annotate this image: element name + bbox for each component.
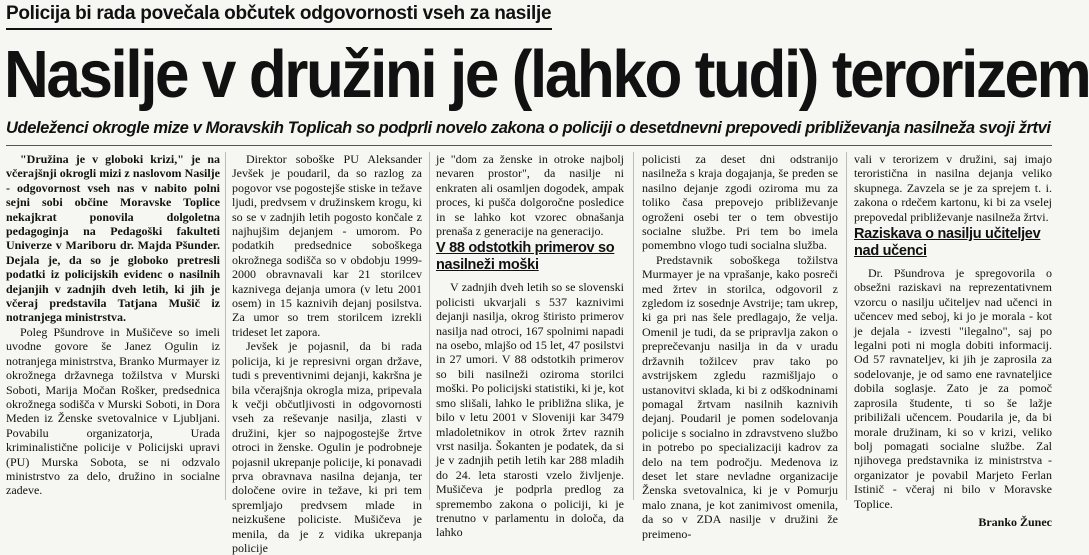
paragraph: Poleg Pšundrove in Mušičeve so imeli uvodne govore še Janez Ogulin iz notranjega ministrstva, Branko Murmayer iz okrožnega državnega tožilstva v Murski Soboti, Marija Močan Rošker, predsednica okrožnega sodišča v Murski Soboti, in Dora Meden iz Ženske svetovalnice v Ljubljani. Povabilu organizatorja, Urada kriminalistične policije v Policijski upravi (PU) Murska Sobota, se ni odzvalo ministrstvo za delo, družino in socialne zadeve. bbox=[6, 324, 220, 498]
paragraph: V zadnjih dveh letih so se slovenski policisti ukvarjali s 537 kaznivimi dejanji nasilja, okrog štiristo primerov nasilja nad otroci, 167 spolnimi napadi na osebo, mlajšo od 15 let, 47 posilstvi in 27 umori. V 88 odstotkih primerov so bili nasilneži oziroma storilci moški. Po policijski statistiki, ki je, kot smo slišali, lahko le približna slika, je bilo v letu 2001 v Sloveniji kar 3479 mladoletnikov in otrok žrtev raznih vrst nasilja. Šokanten je podatek, da si je v zadnjih petih letih kar 288 mladih do 24. leta starosti vzelo življenje. Mušičeva je podprla predlog za spremembo zakona o policiji, ki je trenutno v parlamentu in določa, da lahko bbox=[436, 280, 624, 540]
article-kicker: Policija bi rada povečala občutek odgovornosti vseh za nasilje bbox=[6, 3, 552, 24]
article-column-1 bbox=[6, 152, 220, 500]
column-divider bbox=[225, 152, 226, 500]
paragraph: Predstavnik soboškega tožilstva Murmayer je na vprašanje, kako posreči med žrtev in storilca, odgovoril z zgledom iz sosednje Avstrije; tam ukrep, ki ga pri nas šele predlagajo, že velja. Omenil je tudi, da se pripravlja zakon o preprečevanju nasilja in da v uradu državnih tožilcev prav tako po avstrijskem zgledu razmišljajo o ustanovitvi sklada, ki bi z odškodninami pomagal žrtvam nasilnih kaznivih dejanj. Poudaril je pomen sodelovanja policije s socialno in zdravstveno službo in potrebo po specializaciji kadrov za delo na tem področju. Medenova iz deset let stare nevladne organizacije Ženska svetovalnica, ki je v Pomurju malo znana, je kot zanimivost omenila, da so v ZDA nasilje v družini že preimeno- bbox=[642, 252, 838, 541]
kicker-underline bbox=[6, 28, 552, 30]
author-signature: Branko Žunec bbox=[978, 514, 1052, 529]
article-column-5 bbox=[854, 152, 1052, 529]
column-divider bbox=[429, 152, 430, 500]
paragraph: policisti za deset dni odstranijo nasilneža s kraja dogajanja, še preden se nasilno dejanje zgodi oziroma mu za toliko časa prepovejo približevanje ogroženi osebi ter o tem obvestijo socialne službe. Pri tem bo imela pomembno vlogo tudi socialna služba. bbox=[642, 152, 838, 253]
column-divider bbox=[846, 152, 847, 500]
paragraph: "Družina je v globoki krizi," je na včerajšnji okrogli mizi z naslovom Nasilje - odgovornost vseh nas v nabito polni sejni sobi občine Moravske Toplice nekajkrat ponovila dolgoletna pedagoginja na Pedagoški fakulteti Univerze v Mariboru dr. Majda Pšunder. Dejala je, da so je globoko pretresli podatki iz policijskih evidenc o nasilnih dejanjih v zadnjih dveh letih, ki jih je včeraj predstavila Tatjana Mušič iz notranjega ministrstva. bbox=[6, 152, 220, 325]
lead-divider bbox=[6, 145, 1052, 146]
paragraph: je "dom za ženske in otroke najbolj nevaren prostor", da nasilje ni enkraten ali osamljen dogodek, ampak proces, ki pušča dolgoročne posledice in se lahko kot vzorec obnašanja prenaša z generacije na generacijo. bbox=[436, 152, 624, 239]
section-subhead: V 88 odstotkih primerov so nasilneži moški bbox=[436, 240, 615, 274]
section-subhead: Raziskava o nasilju učiteljev nad učenci bbox=[854, 226, 1041, 260]
article-column-4 bbox=[642, 152, 838, 541]
paragraph: Direktor soboške PU Aleksander Jevšek je poudaril, da so razlog za pogovor vse pogostejše stiske in težave ljudi, predvsem v družinskem krogu, ki so se v zadnjih letih pogosto končale z najhujšim dejanjem - umorom. Po podatkih predsednice soboškega okrožnega sodišča so v obdobju 1999-2000 obravnavali kar 21 storilcev kaznivega dejanja umora (v letu 2001 osem) in 15 kaznivih dejanj posilstva. Za umor so trem storilcem izrekli trideset let zapora. bbox=[232, 152, 422, 339]
paragraph: vali v terorizem v družini, saj imajo teroristična in nasilna dejanja veliko skupnega. Zavzela se je za sprejem t. i. zakona o rdečem kartonu, ki bi za vselej prepovedal približevanje nasilneža žrtvi. bbox=[854, 152, 1052, 224]
article-lead: Udeleženci okrogle mize v Moravskih Toplicah so podprli novelo zakona o policiji o desetdnevni prepovedi približevanja nasilneža svoji žrtvi bbox=[6, 119, 1051, 137]
article-headline: Nasilje v družini je (lahko tudi) terorizem bbox=[4, 37, 1089, 112]
article-column-3 bbox=[436, 152, 624, 540]
column-divider bbox=[633, 152, 634, 500]
article-column-2 bbox=[232, 152, 422, 555]
paragraph: Jevšek je pojasnil, da bi rada policija, ki je represivni organ države, tudi s preventivnimi dejanji, kakršna je bila včerajšnja okrogla miza, pripevala k večji občutljivosti in odgovornosti vseh za reševanje nasilja, zlasti v družini, kjer so najpogostejše žrtve otroci in ženske. Ogulin je podrobneje pojasnil ukrepanje policije, ki ponavadi prva obravnava nasilna dejanja, ter določene ovire in težave, ki pri tem spremljajo predvsem mlade in neizkušene policiste. Mušičeva je menila, da je z vidika ukrepanja policije bbox=[232, 339, 422, 555]
paragraph: Dr. Pšundrova je spregovorila o obsežni raziskavi na reprezentativnem vzorcu o nasilju učiteljev nad učenci in učencev med seboj, ki jo je morala - kot je dejala - izvesti "ilegalno", saj po legalni poti ni mogla dobiti informacij. Od 57 ravnateljev, ki jih je zaprosila za sodelovanje, je od samo ene ravnateljice dobila soglasje. Zato je za pomoč zaprosila študente, ti so še lažje pribiližali učencem. Poudarila je, da bi morale družinam, ki so v krizi, veliko bolj pomagati socialne službe. Zal njihovega predstavnika iz ministrstva - organizator je povabil Marjeto Ferlan Istinič - včeraj ni bilo v Moravske Toplice. bbox=[854, 266, 1052, 511]
